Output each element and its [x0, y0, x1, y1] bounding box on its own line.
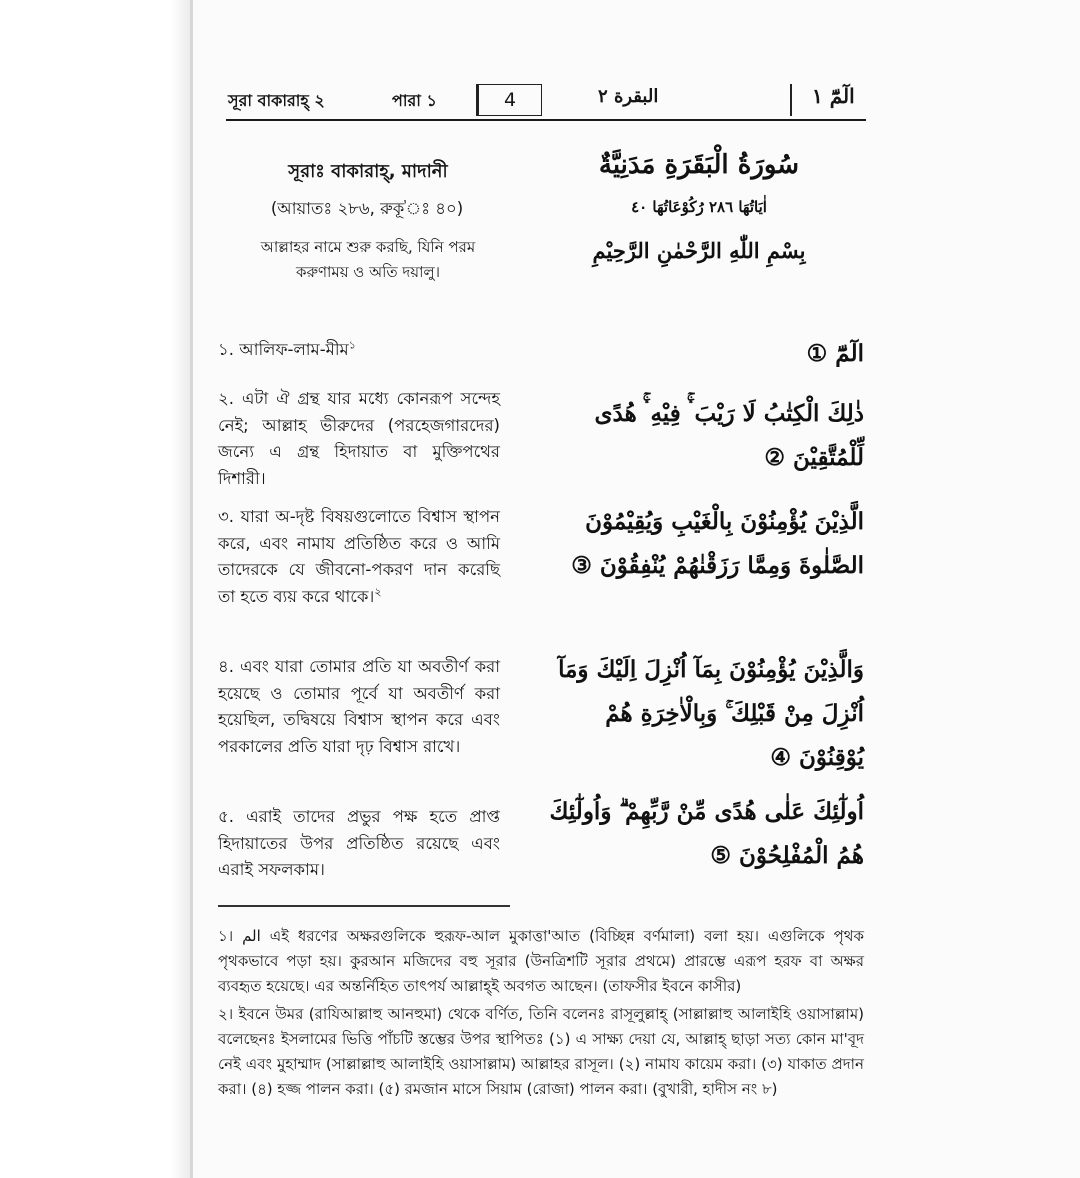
- arabic-verse-2: ذٰلِكَ الْكِتٰبُ لَا رَيْبَ ۛۚ فِيْهِ ۛۚ هُدًى لِّلْمُتَّقِيْنَ ②: [594, 400, 864, 471]
- arabic-surah-title: سُورَةُ الْبَقَرَةِ مَدَنِيَّةٌ: [598, 150, 800, 180]
- arabic-bismillah: بِسْمِ اللّٰهِ الرَّحْمٰنِ الرَّحِيْمِ: [592, 238, 806, 263]
- bengali-verse-4: ৪. এবং যারা তোমার প্রতি যা অবতীর্ণ করা হয়েছে ও তোমার পূর্বে যা অবতীর্ণ করা হয়েছিল, তদ্বিষয়ে বিশ্বাস স্থাপন করে এবং পরকালের প্রতি যারা দৃঢ় বিশ্বাস রাখে।: [218, 657, 500, 756]
- arabic-verse-1: الٓمّٓ ①: [806, 340, 864, 367]
- bengali-surah-title: সূরাঃ বাকারাহ্, মাদানী: [288, 161, 448, 182]
- header-rule: [226, 119, 866, 121]
- header-arabic-surah: البقرة ٢: [598, 86, 659, 107]
- header-surah-label: সূরা বাকারাহ্ ২: [228, 91, 325, 110]
- footnote-marker: ১: [348, 338, 356, 352]
- header-para-label: পারা ১: [392, 91, 437, 110]
- arabic-verse-4: وَالَّذِيْنَ يُؤْمِنُوْنَ بِمَآ اُنْزِلَ اِلَيْكَ وَمَآ اُنْزِلَ مِنْ قَبْلِكَ ۚ وَبِالْاٰخِرَةِ هُمْ يُوْقِنُوْنَ ④: [558, 656, 864, 771]
- header-divider: [790, 84, 792, 116]
- footnote-marker: ২: [374, 585, 382, 598]
- bengali-verse-1: ১. আলিফ-লাম-মীম$^১$: [218, 338, 356, 359]
- page-number: 4: [478, 84, 542, 116]
- footnote-rule: [218, 905, 510, 907]
- bengali-bismillah: আল্লাহর নামে শুরু করছি, যিনি পরম করুণাময় ও অতি দয়ালু।: [260, 238, 476, 281]
- arabic-verse-3: الَّذِيْنَ يُؤْمِنُوْنَ بِالْغَيْبِ وَيُقِيْمُوْنَ الصَّلٰوةَ وَمِمَّا رَزَقْنٰهُمْ يُنْفِقُوْنَ ③: [571, 508, 864, 579]
- arabic-verse-5: اُولٰٓئِكَ عَلٰى هُدًى مِّنْ رَّبِّهِمْ ۗ وَاُولٰٓئِكَ هُمُ الْمُفْلِحُوْنَ ⑤: [549, 798, 864, 869]
- arabic-ayat-info: اٰيَاتُهَا ٢٨٦ رُكُوْعَاتُهَا ٤٠: [631, 198, 767, 216]
- footnote-1: ১। الم এই ধরণের অক্ষরগুলিকে হুরূফ-আল মুকাত্তা'আত (বিচ্ছিন্ন বর্ণমালা) বলা হয়। এগুলিকে পৃথক পৃথকভাবে পড়া হয়। কুরআন মজিদের বহু সূরার (উনত্রিশটি সূরার প্রথমে) প্রারম্ভে এরূপ হরফ বা অক্ষর ব্যবহৃত হয়েছে। এর অন্তর্নিহিত তাৎপর্য আল্লাহ্ই অবগত আছেন। (তাফসীর ইবনে কাসীর): [218, 927, 864, 995]
- left-margin: [0, 0, 190, 1178]
- bengali-verse-5: ৫. এরাই তাদের প্রভুর পক্ষ হতে প্রাপ্ত হিদায়াতের উপর প্রতিষ্ঠিত রয়েছে এবং এরাই সফলকাম।: [218, 807, 500, 879]
- footnote-2: ২। ইবনে উমর (রাযিআল্লাহু আনহুমা) থেকে বর্ণিত, তিনি বলেনঃ রাসূলুল্লাহ্ (সাল্লাল্লাহু আলাইহি ওয়াসাল্লাম) বলেছেনঃ ইসলামের ভিত্তি পাঁচটি স্তম্ভের উপর স্থাপিতঃ (১) এ সাক্ষ্য দেয়া যে, আল্লাহ্ ছাড়া সত্য কোন মা'বূদ নেই এবং মুহাম্মাদ (সাল্লাল্লাহু আলাইহি ওয়াসাল্লাম) আল্লাহর রাসূল। (২) নামায কায়েম করা। (৩) যাকাত প্রদান করা। (৪) হজ্জ পালন করা। (৫) রমজান মাসে সিয়াম (রোজা) পালন করা। (বুখারী, হাদীস নং ৮): [218, 1005, 864, 1098]
- bengali-verse-3: ৩. যারা অ-দৃষ্ট বিষয়গুলোতে বিশ্বাস স্থাপন করে, এবং নামায প্রতিষ্ঠিত করে ও আমি তাদেরকে যে জীবনো-পকরণ দান করেছি তা হতে ব্যয় করে থাকে।$^২$: [218, 507, 500, 606]
- header-arabic-juz: الٓمّٓ ١: [812, 84, 855, 108]
- bengali-ayat-info: (আয়াতঃ ২৮৬, রুকূ'ঃ ৪০): [270, 199, 464, 218]
- bengali-verse-2: ২. এটা ঐ গ্রন্থ যার মধ্যে কোনরূপ সন্দেহ নেই; আল্লাহ ভীরুদের (পরহেজগারদের) জন্যে এ গ্রন্থ হিদায়াত বা মুক্তিপথের দিশারী।: [218, 389, 500, 488]
